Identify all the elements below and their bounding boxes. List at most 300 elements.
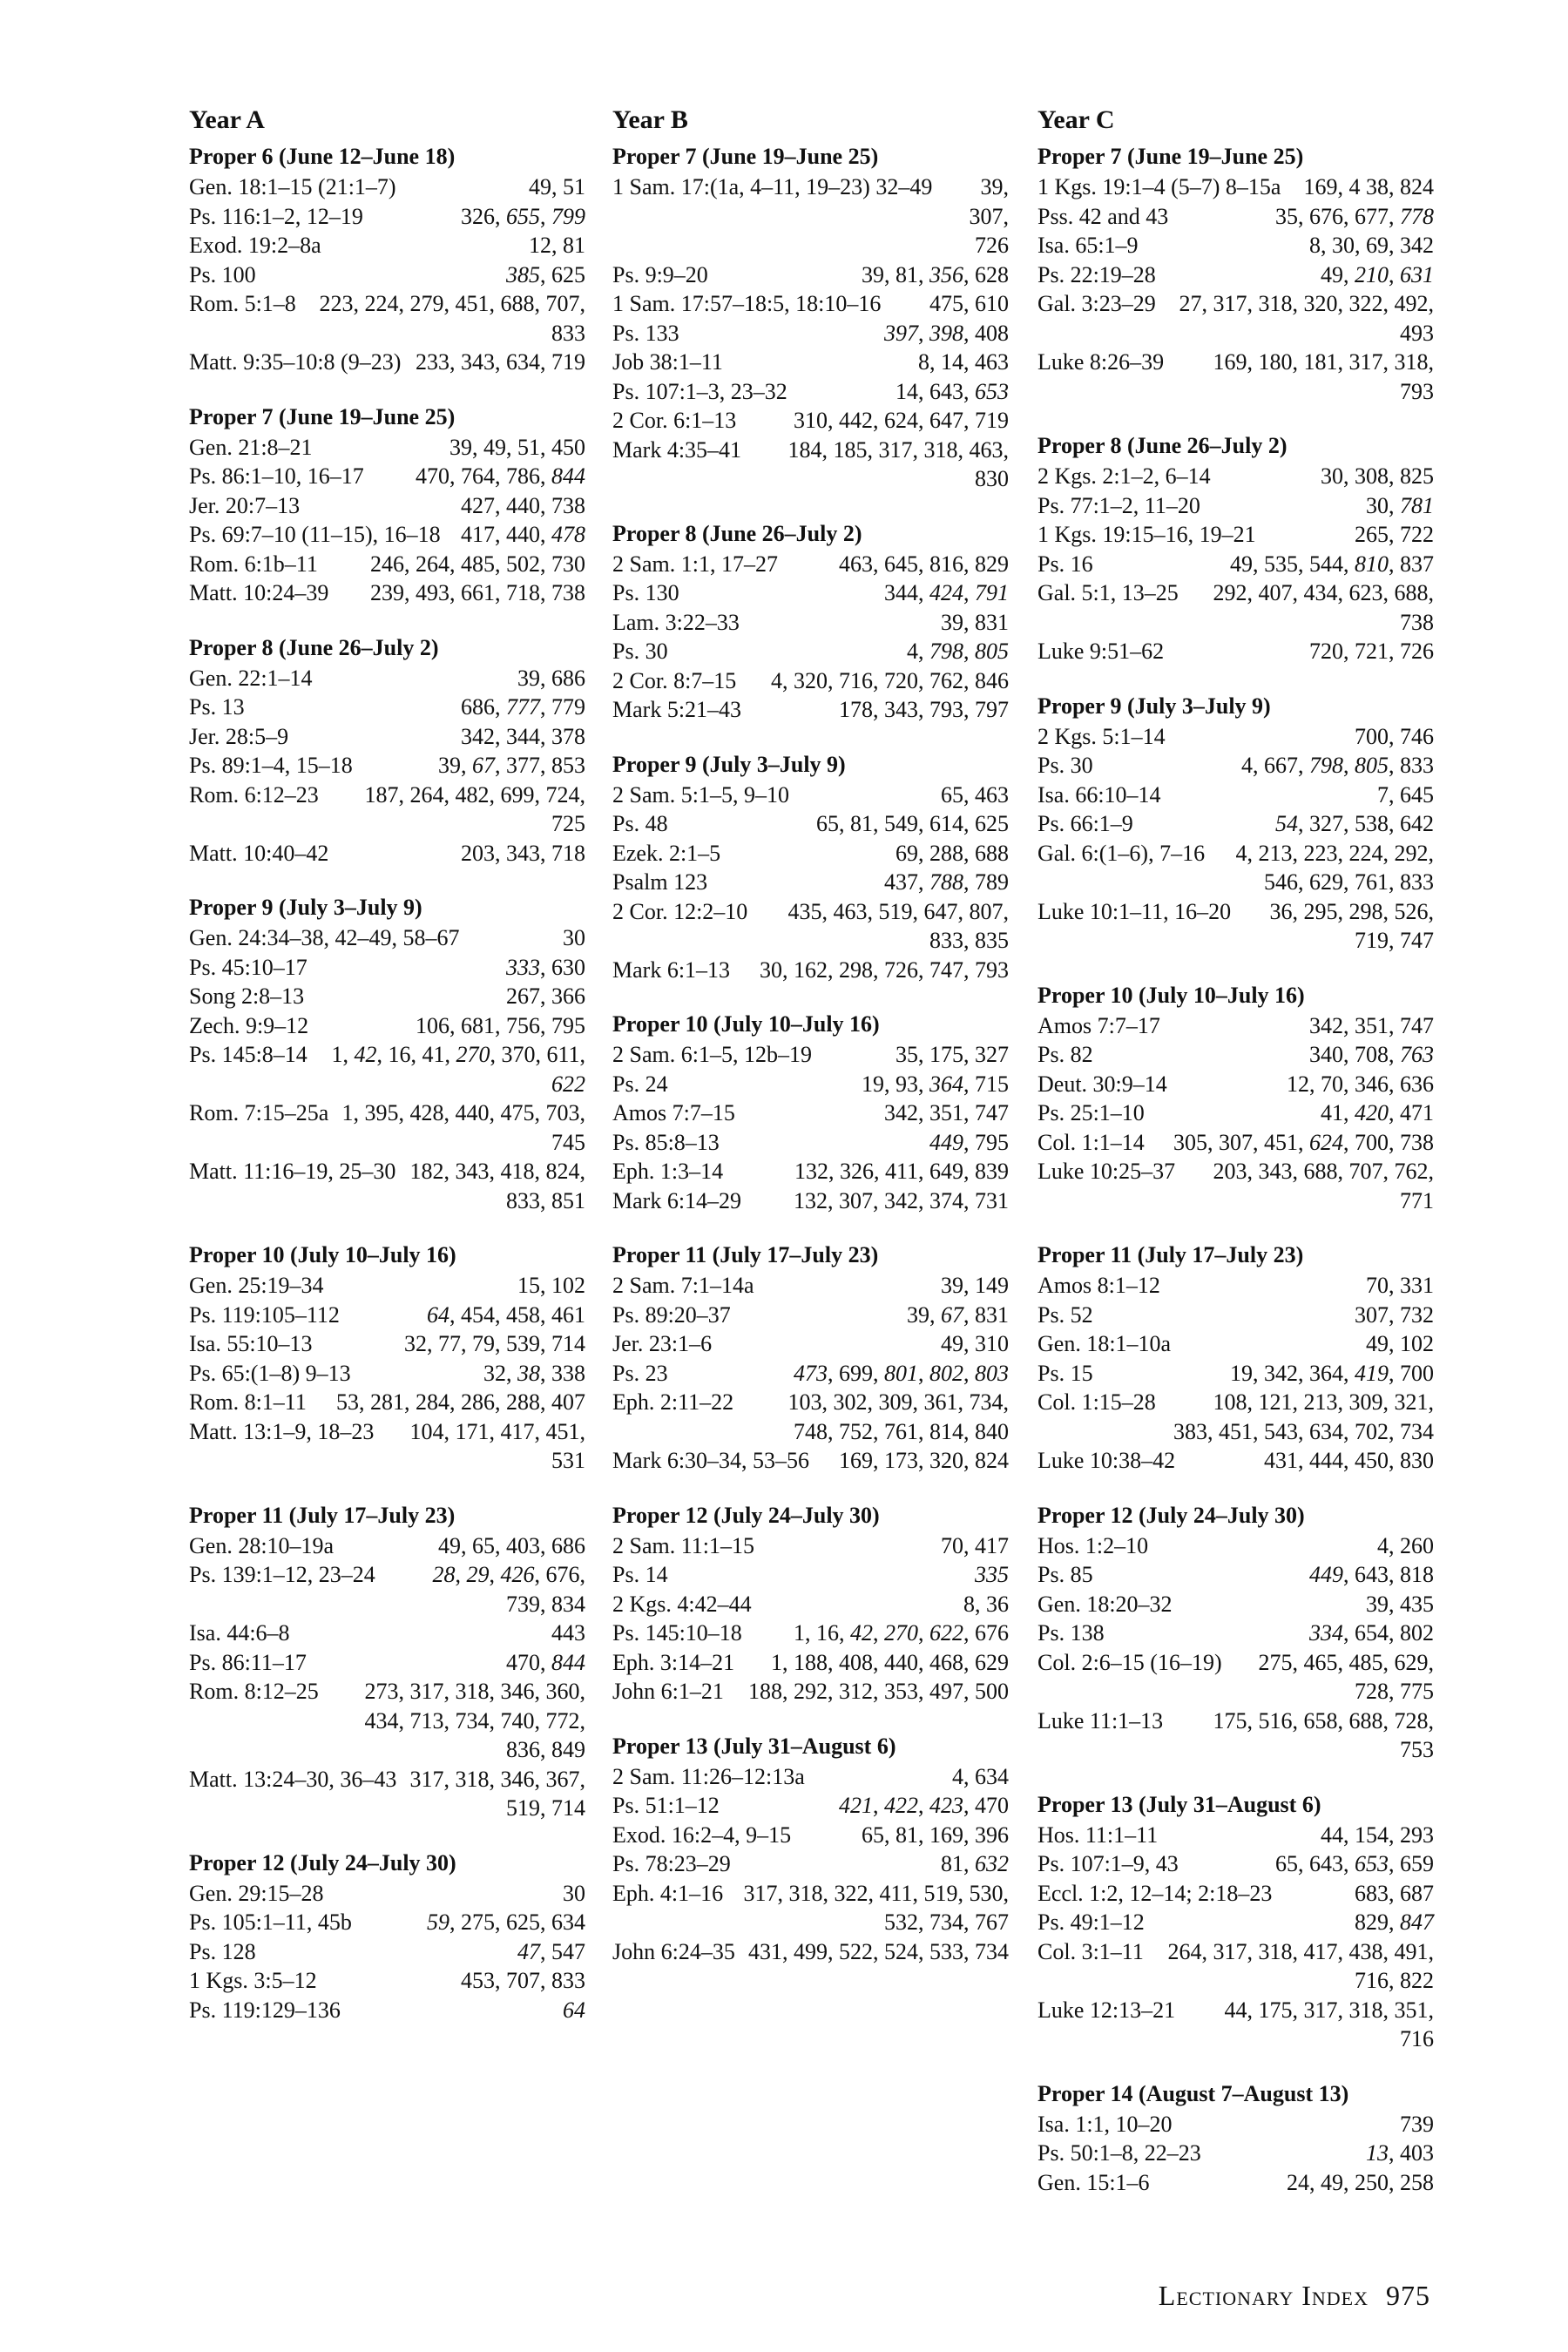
hymn-numbers: 30 [563,925,585,950]
scripture-reference: John 6:24–35 [612,1938,735,1964]
hymn-numbers: 44, 175, 317, 318, 351, 716 [1224,1997,1434,2051]
hymn-numbers: 317, 318, 322, 411, 519, 530, 532, 734, 767 [743,1880,1009,1935]
hymn-numbers: 32, 38, 338 [483,1360,585,1386]
hymn-numbers: 39, 435 [1366,1591,1434,1617]
hymn-numbers: 169, 173, 320, 824 [839,1448,1009,1473]
index-entry [612,260,1009,290]
scripture-reference: Ps. 45:10–17 [189,954,308,980]
index-entry [612,781,1009,810]
index-entry [1037,1996,1434,2054]
proper-heading: Proper 10 (July 10–July 16) [612,1011,880,1037]
index-entry [1037,1301,1434,1330]
proper-heading: Proper 8 (June 26–July 2) [1037,433,1288,458]
index-entry [189,520,585,550]
index-entry [1037,1070,1434,1099]
scripture-reference: Ps. 145:10–18 [612,1620,742,1646]
index-entry [189,462,585,491]
index-entry [189,1996,585,2025]
index-entry [612,578,1009,608]
hymn-numbers: 223, 224, 279, 451, 688, 707, 833 [319,291,585,346]
scripture-reference: Luke 11:1–13 [1037,1707,1164,1734]
hymn-numbers: 340, 708, 763 [1309,1042,1434,1067]
index-entry [1037,2168,1434,2198]
index-entry [1037,809,1434,839]
scripture-reference: Ps. 139:1–12, 23–24 [189,1562,375,1587]
hymn-numbers: 39, 49, 51, 450 [449,434,585,460]
index-entry [1037,1011,1434,1041]
hymn-numbers: 39, 307, 726 [969,174,1009,258]
scripture-reference: Ps. 30 [612,639,668,664]
scripture-reference: Gen. 21:8–21 [189,434,313,460]
index-entry [612,1677,1009,1707]
index-entry [189,1560,585,1619]
scripture-reference: Col. 1:1–14 [1037,1129,1145,1155]
hymn-numbers: 49, 51 [529,174,585,199]
hymn-numbers: 203, 343, 688, 707, 762, 771 [1213,1159,1434,1213]
scripture-reference: Isa. 1:1, 10–20 [1037,2111,1173,2137]
hymn-numbers: 187, 264, 482, 699, 724, 725 [364,781,585,836]
scripture-reference: Ps. 15 [1037,1360,1093,1386]
scripture-reference: 2 Cor. 6:1–13 [612,408,737,433]
index-entry [1037,1446,1434,1476]
hymn-numbers: 305, 307, 451, 624, 700, 738 [1173,1129,1434,1155]
hymn-numbers: 431, 444, 450, 830 [1264,1448,1434,1473]
hymn-numbers: 264, 317, 318, 417, 438, 491, 716, 822 [1167,1938,1434,1993]
hymn-numbers: 14, 643, 653 [896,378,1009,404]
index-entry [189,491,585,521]
scripture-reference: Ps. 50:1–8, 22–23 [1037,2140,1201,2166]
index-entry [189,982,585,1011]
index-entry [1037,172,1434,202]
hymn-numbers: 27, 317, 318, 320, 322, 492, 493 [1179,291,1434,346]
hymn-numbers: 335 [975,1562,1009,1587]
index-entry [189,1011,585,1041]
scripture-reference: Ps. 128 [189,1938,256,1964]
index-entry [189,1329,585,1359]
scripture-reference: Hos. 11:1–11 [1037,1821,1159,1848]
index-entry [612,1560,1009,1590]
hymn-numbers: 326, 655, 799 [461,203,585,229]
hymn-numbers: 443 [551,1620,585,1646]
hymn-numbers: 307, 732 [1355,1301,1434,1328]
index-entry [1037,1619,1434,1648]
scripture-reference: Ps. 107:1–3, 23–32 [612,378,787,404]
hymn-numbers: 169, 4 38, 824 [1303,174,1434,199]
hymn-numbers: 265, 722 [1355,522,1434,547]
index-entry [189,1531,585,1561]
scripture-reference: 2 Sam. 5:1–5, 9–10 [612,781,789,808]
hymn-numbers: 65, 81, 169, 396 [862,1821,1009,1848]
hymn-numbers: 417, 440, 478 [461,522,585,547]
index-entry [1037,1879,1434,1909]
scripture-reference: Ps. 85 [1037,1562,1093,1587]
scripture-reference: 1 Sam. 17:57–18:5, 18:10–16 [612,291,882,316]
hymn-numbers: 317, 318, 346, 367, 519, 714 [409,1766,585,1821]
index-entry [189,953,585,983]
index-entry [189,289,585,348]
year-heading: Year A [189,105,265,134]
hymn-numbers: 449, 795 [929,1129,1009,1155]
proper-heading: Proper 12 (July 24–July 30) [189,1849,456,1876]
proper-heading: Proper 11 (July 17–July 23) [1037,1242,1304,1267]
index-entry [189,1937,585,1967]
scripture-reference: Ps. 145:8–14 [189,1042,308,1067]
hymn-numbers: 32, 77, 79, 539, 714 [404,1331,585,1356]
hymn-numbers: 39, 67, 377, 853 [438,753,585,778]
hymn-numbers: 188, 292, 312, 353, 497, 500 [748,1679,1009,1704]
scripture-reference: 2 Kgs. 5:1–14 [1037,723,1166,749]
scripture-reference: Ps. 25:1–10 [1037,1100,1145,1125]
scripture-reference: Amos 8:1–12 [1037,1273,1160,1298]
index-entry [612,637,1009,666]
hymn-numbers: 132, 307, 342, 374, 731 [794,1187,1009,1213]
index-entry [189,1359,585,1389]
index-entry [612,1937,1009,1967]
scripture-reference: Ps. 89:1–4, 15–18 [189,753,353,778]
index-entry [1037,550,1434,579]
hymn-numbers: 4, 320, 716, 720, 762, 846 [771,667,1009,693]
scripture-reference: Rom. 8:12–25 [189,1679,319,1704]
hymn-numbers: 470, 764, 786, 844 [416,463,585,489]
scripture-reference: Gal. 6:(1–6), 7–16 [1037,840,1206,866]
index-entry [612,377,1009,407]
index-entry [612,550,1009,579]
scripture-reference: Ps. 107:1–9, 43 [1037,1851,1179,1876]
scripture-reference: Gal. 3:23–29 [1037,291,1156,316]
index-entry [189,693,585,722]
index-entry [612,1070,1009,1099]
proper-heading: Proper 6 (June 12–June 18) [189,144,456,169]
index-entry [1037,1560,1434,1590]
scripture-reference: Matt. 10:24–39 [189,580,329,605]
index-entry [189,231,585,260]
hymn-numbers: 12, 81 [529,233,585,258]
scripture-reference: Col. 3:1–11 [1037,1938,1144,1964]
index-entry [1037,1531,1434,1561]
page-number: 975 [1386,2280,1430,2311]
hymn-numbers: 39, 67, 831 [907,1301,1009,1328]
index-entry [1037,1329,1434,1359]
hymn-numbers: 69, 288, 688 [896,840,1009,866]
scripture-reference: Luke 10:25–37 [1037,1159,1176,1184]
index-entry [612,1359,1009,1389]
hymn-numbers: 15, 102 [517,1273,585,1298]
hymn-numbers: 421, 422, 423, 470 [839,1793,1009,1818]
page-footer [1099,2280,1430,2312]
hymn-numbers: 1, 188, 408, 440, 468, 629 [771,1649,1009,1675]
hymn-numbers: 334, 654, 802 [1309,1620,1434,1646]
index-entry [612,1849,1009,1879]
hymn-numbers: 267, 366 [506,983,585,1009]
hymn-numbers: 273, 317, 318, 346, 360, 434, 713, 734, 740, 772, 836, 849 [364,1679,585,1762]
scripture-reference: Exod. 16:2–4, 9–15 [612,1821,792,1848]
scripture-reference: Rom. 7:15–25a [189,1100,329,1125]
hymn-numbers: 53, 281, 284, 286, 288, 407 [336,1389,585,1415]
hymn-numbers: 344, 424, 791 [884,580,1009,605]
scripture-reference: Ezek. 2:1–5 [612,840,721,866]
index-entry [1037,839,1434,897]
hymn-numbers: 342, 344, 378 [461,723,585,749]
scripture-reference: Ps. 130 [612,580,679,605]
scripture-reference: Gen. 22:1–14 [189,665,313,691]
hymn-numbers: 453, 707, 833 [461,1968,585,1993]
hymn-numbers: 28, 29, 426, 676, 739, 834 [432,1562,585,1617]
proper-heading: Proper 13 (July 31–August 6) [1037,1791,1321,1817]
hymn-numbers: 44, 154, 293 [1321,1821,1434,1848]
scripture-reference: 2 Kgs. 2:1–2, 6–14 [1037,463,1211,489]
scripture-reference: Luke 9:51–62 [1037,639,1165,664]
index-entry [1037,260,1434,290]
hymn-numbers: 39, 686 [517,665,585,691]
hymn-numbers: 19, 342, 364, 419, 700 [1230,1360,1434,1386]
scripture-reference: Ps. 24 [612,1071,668,1097]
hymn-numbers: 106, 681, 756, 795 [416,1012,585,1038]
proper-heading: Proper 9 (July 3–July 9) [1037,693,1271,719]
index-entry [1037,2110,1434,2139]
hymn-numbers: 397, 398, 408 [884,320,1009,346]
scripture-reference: 1 Kgs. 3:5–12 [189,1968,317,1993]
hymn-numbers: 275, 465, 485, 629, 728, 775 [1258,1649,1434,1704]
scripture-reference: Ps. 119:129–136 [189,1997,341,2023]
scripture-reference: 2 Sam. 1:1, 17–27 [612,551,778,577]
scripture-reference: Ps. 89:20–37 [612,1301,731,1328]
year-heading: Year B [612,105,688,134]
hymn-numbers: 108, 121, 213, 309, 321, 383, 451, 543, 634, 702, 734 [1173,1389,1434,1444]
hymn-numbers: 30 [563,1880,585,1906]
proper-heading: Proper 13 (July 31–August 6) [612,1733,896,1759]
scripture-reference: Gen. 24:34–38, 42–49, 58–67 [189,925,460,950]
scripture-reference: Isa. 66:10–14 [1037,781,1161,808]
index-entry [612,839,1009,868]
hymn-numbers: 35, 676, 677, 778 [1275,203,1434,229]
scripture-reference: Gal. 5:1, 13–25 [1037,580,1179,605]
scripture-reference: Mark 5:21–43 [612,697,742,722]
index-entry [612,1098,1009,1128]
hymn-numbers: 39, 81, 356, 628 [862,261,1009,287]
index-entry [1037,2139,1434,2168]
index-entry [1037,1157,1434,1215]
scripture-reference: Col. 1:15–28 [1037,1389,1156,1415]
hymn-numbers: 333, 630 [506,954,585,980]
index-entry [612,608,1009,638]
scripture-reference: Ps. 16 [1037,551,1093,577]
scripture-reference: Ps. 23 [612,1360,668,1386]
hymn-numbers: 132, 326, 411, 649, 839 [794,1159,1009,1184]
scripture-reference: Luke 10:38–42 [1037,1448,1176,1473]
hymn-numbers: 49, 102 [1366,1331,1434,1356]
index-entry [189,1301,585,1330]
index-entry [189,1677,585,1765]
index-entry [612,1879,1009,1937]
scripture-reference: Ps. 14 [612,1562,668,1587]
hymn-numbers: 435, 463, 519, 647, 807, 833, 835 [787,898,1009,953]
index-entry [612,1762,1009,1792]
proper-heading: Proper 9 (July 3–July 9) [612,751,846,777]
proper-heading: Proper 11 (July 17–July 23) [612,1242,879,1267]
hymn-numbers: 829, 847 [1355,1909,1434,1935]
index-entry [1037,1590,1434,1619]
hymn-numbers: 463, 645, 816, 829 [839,551,1009,577]
scripture-reference: Lam. 3:22–33 [612,609,740,635]
index-entry [189,172,585,202]
hymn-numbers: 233, 343, 634, 719 [416,349,585,375]
scripture-reference: 1 Kgs. 19:15–16, 19–21 [1037,522,1256,547]
column-year-c [1037,98,1434,2197]
scripture-reference: Ps. 105:1–11, 45b [189,1909,352,1935]
index-entry [612,1186,1009,1216]
proper-heading: Proper 12 (July 24–July 30) [1037,1502,1305,1528]
index-entry [612,406,1009,436]
scripture-reference: Isa. 55:10–13 [189,1331,313,1356]
scripture-reference: Ps. 85:8–13 [612,1129,720,1155]
hymn-numbers: 64 [563,1997,585,2023]
proper-heading: Proper 7 (June 19–June 25) [189,403,456,429]
scripture-reference: Ps. 66:1–9 [1037,811,1133,836]
hymn-numbers: 720, 721, 726 [1309,639,1434,664]
scripture-reference: Ps. 86:11–17 [189,1649,307,1675]
index-entry [189,202,585,232]
scripture-reference: Eph. 1:3–14 [612,1159,724,1184]
scripture-reference: Matt. 13:1–9, 18–23 [189,1418,375,1444]
index-entry [1037,1128,1434,1158]
index-entry [1037,1908,1434,1937]
scripture-reference: Mark 6:14–29 [612,1187,742,1213]
hymn-numbers: 104, 171, 417, 451, 531 [409,1418,585,1473]
index-entry [612,1271,1009,1301]
hymn-numbers: 39, 831 [941,609,1009,635]
scripture-reference: Psalm 123 [612,869,708,895]
hymn-numbers: 475, 610 [929,291,1009,316]
hymn-numbers: 30, 781 [1366,492,1434,518]
hymn-numbers: 470, 844 [506,1649,585,1675]
scripture-reference: Col. 2:6–15 (16–19) [1037,1649,1222,1675]
index-entry [1037,462,1434,491]
scripture-reference: Gen. 29:15–28 [189,1880,324,1906]
index-entry [1037,520,1434,550]
index-entry [189,433,585,463]
scripture-reference: Eph. 3:14–21 [612,1649,735,1675]
year-heading: Year C [1037,105,1115,134]
index-entry [189,550,585,579]
hymn-numbers: 70, 417 [941,1532,1009,1558]
scripture-reference: 2 Sam. 6:1–5, 12b–19 [612,1042,812,1067]
index-entry [189,1157,585,1215]
scripture-reference: Amos 7:7–15 [612,1100,735,1125]
proper-heading: Proper 7 (June 19–June 25) [1037,144,1304,169]
scripture-reference: 2 Cor. 12:2–10 [612,898,748,924]
index-entry [612,1329,1009,1359]
index-entry [612,289,1009,319]
hymn-numbers: 8, 30, 69, 342 [1309,233,1434,258]
scripture-reference: Deut. 30:9–14 [1037,1071,1167,1097]
scripture-reference: John 6:1–21 [612,1679,724,1704]
index-entry [612,172,1009,260]
scripture-reference: Eccl. 1:2, 12–14; 2:18–23 [1037,1880,1273,1906]
index-entry [612,897,1009,956]
hymn-numbers: 47, 547 [517,1938,585,1964]
index-entry [189,839,585,868]
scripture-reference: Isa. 44:6–8 [189,1620,290,1646]
index-entry [189,1879,585,1909]
index-entry [189,923,585,953]
hymn-numbers: 49, 65, 403, 686 [438,1532,585,1558]
index-entry [612,809,1009,839]
hymn-numbers: 30, 308, 825 [1321,463,1434,489]
proper-heading: Proper 9 (July 3–July 9) [189,895,422,920]
index-entry [189,1648,585,1678]
scripture-reference: Job 38:1–11 [612,349,723,375]
index-entry [612,1301,1009,1330]
index-entry [1037,231,1434,260]
scripture-reference: Jer. 20:7–13 [189,492,301,518]
hymn-numbers: 65, 643, 653, 659 [1275,1851,1434,1876]
hymn-numbers: 700, 746 [1355,723,1434,749]
scripture-reference: Ps. 52 [1037,1301,1093,1328]
index-entry [612,436,1009,494]
index-entry [1037,1040,1434,1070]
index-entry [1037,1388,1434,1446]
scripture-reference: Luke 10:1–11, 16–20 [1037,898,1232,924]
index-entry [189,1417,585,1476]
hymn-numbers: 70, 331 [1366,1273,1434,1298]
hymn-numbers: 49, 535, 544, 810, 837 [1230,551,1434,577]
index-entry [1037,1707,1434,1765]
column-year-a [189,98,585,2024]
index-entry [612,1040,1009,1070]
index-entry [189,1271,585,1301]
hymn-numbers: 385, 625 [506,261,585,287]
index-entry [1037,637,1434,666]
scripture-reference: Ps. 78:23–29 [612,1851,731,1876]
scripture-reference: Ps. 30 [1037,753,1093,778]
hymn-numbers: 431, 499, 522, 524, 533, 734 [748,1938,1009,1964]
index-entry [612,1590,1009,1619]
hymn-numbers: 4, 798, 805 [907,639,1009,664]
scripture-reference: 2 Sam. 11:1–15 [612,1532,754,1558]
hymn-numbers: 437, 788, 789 [884,869,1009,895]
scripture-reference: Gen. 28:10–19a [189,1532,335,1558]
hymn-numbers: 342, 351, 747 [884,1100,1009,1125]
hymn-numbers: 39, 149 [941,1273,1009,1298]
hymn-numbers: 1, 395, 428, 440, 475, 703, 745 [341,1100,585,1155]
index-entry [189,1619,585,1648]
scripture-reference: Jer. 28:5–9 [189,723,289,749]
scripture-reference: Eph. 2:11–22 [612,1389,734,1415]
proper-heading: Proper 11 (July 17–July 23) [189,1502,456,1528]
index-entry [189,664,585,693]
column-year-b [612,98,1009,1966]
scripture-reference: Ps. 133 [612,320,679,346]
index-entry [612,666,1009,696]
scripture-reference: Exod. 19:2–8a [189,233,321,258]
index-entry [1037,289,1434,348]
hymn-numbers: 178, 343, 793, 797 [839,697,1009,722]
hymn-numbers: 59, 275, 625, 634 [427,1909,585,1935]
hymn-numbers: 81, 632 [941,1851,1009,1876]
hymn-numbers: 739 [1400,2111,1434,2137]
hymn-numbers: 30, 162, 298, 726, 747, 793 [760,956,1009,983]
hymn-numbers: 8, 14, 463 [918,349,1009,375]
scripture-reference: Rom. 8:1–11 [189,1389,307,1415]
scripture-reference: Ps. 22:19–28 [1037,261,1156,287]
hymn-numbers: 36, 295, 298, 526, 719, 747 [1269,898,1434,953]
index-entry [1037,1271,1434,1301]
proper-heading: Proper 8 (June 26–July 2) [189,634,439,660]
scripture-reference: Rom. 6:1b–11 [189,551,318,577]
scripture-reference: Ps. 65:(1–8) 9–13 [189,1360,351,1386]
scripture-reference: Song 2:8–13 [189,983,305,1009]
index-entry [1037,1937,1434,1996]
